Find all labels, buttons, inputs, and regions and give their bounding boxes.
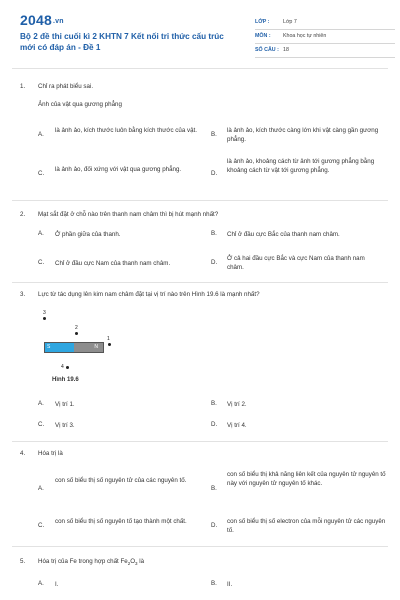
figure-point-label: 4	[61, 364, 64, 370]
page-title: Bộ 2 đề thi cuối kì 2 KHTN 7 Kết nối tri thức cấu trúc mới có đáp án - Đề 1	[20, 32, 224, 52]
option-label-b: B.	[211, 131, 217, 138]
figure-point-4	[66, 366, 69, 369]
option-d[interactable]: con số biểu thị số electron của mỗi nguyên tử các nguyên tố.	[227, 518, 386, 534]
figure-point-label: 3	[43, 310, 46, 316]
magnet-north-pole: N	[74, 343, 103, 352]
option-label-d: D.	[211, 522, 218, 529]
option-label-c: C.	[38, 170, 45, 177]
option-label-c: C.	[38, 259, 45, 266]
question-divider	[12, 546, 388, 547]
option-b[interactable]: là ảnh ảo, kích thước càng lớn khi vật càng gần gương phẳng.	[227, 127, 379, 143]
meta-row-subject	[255, 30, 395, 44]
question-text: Lực từ tác dụng lên kim nam châm đặt tại vị trí nào trên Hình 19.6 là mạnh nhất?	[38, 291, 260, 298]
figure-point-1	[108, 343, 111, 346]
figure-point-2	[75, 332, 78, 335]
site-logo[interactable]	[20, 12, 64, 28]
option-b[interactable]: con số biểu thị khả năng liên kết của nguyên tử nguyên tố này với nguyên tử nguyên tố khác.	[227, 471, 386, 487]
meta-key: MÔN :	[255, 33, 271, 39]
question-subtext: Ảnh của vật qua gương phẳng	[38, 101, 122, 108]
meta-row-class	[255, 16, 395, 30]
meta-value: 18	[283, 47, 289, 53]
meta-value: Khoa học tự nhiên	[283, 33, 327, 39]
option-label-c: C.	[38, 421, 45, 428]
question-number: 1.	[20, 83, 26, 90]
bar-magnet	[44, 342, 104, 353]
option-label-c: C.	[38, 522, 45, 529]
option-d[interactable]: là ảnh ảo, khoảng cách từ ảnh tới gương phẳng bằng khoảng cách từ vật tới gương phẳng.	[227, 158, 375, 174]
option-label-a: A.	[38, 131, 44, 138]
meta-row-count	[255, 44, 395, 58]
question-divider	[12, 441, 388, 442]
header-divider	[12, 68, 388, 69]
option-b[interactable]: Chỉ ở đầu cực Bắc của thanh nam châm.	[227, 231, 340, 238]
option-label-a: A.	[38, 580, 44, 587]
option-c[interactable]: Chỉ ở đầu cực Nam của thanh nam châm.	[55, 260, 171, 267]
option-b[interactable]: Vị trí 2.	[227, 401, 247, 408]
option-label-d: D.	[211, 421, 218, 428]
question-text: Mạt sắt đặt ở chỗ nào trên thanh nam châm thì bị hút mạnh nhất?	[38, 211, 219, 218]
option-label-d: D.	[211, 170, 218, 177]
question-text-part: Hóa trị của Fe trong hợp chất Fe	[38, 558, 128, 565]
option-a[interactable]: con số biểu thị số nguyên tử của các nguyên tố.	[55, 477, 187, 484]
question-text: Chỉ ra phát biểu sai.	[38, 83, 94, 90]
option-c[interactable]: con số biểu thị số nguyên tố tạo thành một chất.	[55, 518, 187, 525]
question-text-part: O	[130, 558, 136, 565]
question-number: 4.	[20, 450, 26, 457]
logo-text: 2048	[20, 12, 52, 28]
option-a[interactable]: Ở phần giữa của thanh.	[55, 231, 121, 238]
option-a[interactable]: I.	[55, 581, 59, 588]
option-c[interactable]: là ảnh ảo, đối xứng với vật qua gương phẳng.	[55, 166, 182, 173]
figure-caption: Hình 19.6	[52, 377, 79, 383]
question-number: 3.	[20, 291, 26, 298]
meta-key: SỐ CÂU :	[255, 47, 279, 53]
question-number: 2.	[20, 211, 26, 218]
option-label-b: B.	[211, 580, 217, 587]
meta-key: LỚP :	[255, 19, 270, 25]
option-label-b: B.	[211, 400, 217, 407]
subscript: 3	[135, 561, 138, 567]
option-c[interactable]: Vị trí 3.	[55, 422, 75, 429]
option-label-d: D.	[211, 259, 218, 266]
question-divider	[12, 282, 388, 283]
logo-suffix: .vn	[52, 18, 64, 25]
option-label-b: B.	[211, 485, 217, 492]
option-label-a: A.	[38, 230, 44, 237]
figure-point-label: 1	[107, 336, 110, 342]
question-number: 5.	[20, 558, 26, 565]
magnet-south-pole: S	[45, 343, 74, 352]
option-label-b: B.	[211, 230, 217, 237]
question-text	[38, 557, 378, 568]
option-b[interactable]: II.	[227, 581, 233, 588]
figure-point-3	[43, 317, 46, 320]
subscript: 2	[127, 561, 131, 567]
option-label-a: A.	[38, 400, 44, 407]
option-label-a: A.	[38, 485, 44, 492]
question-text: Hóa trị là	[38, 450, 63, 457]
question-divider	[12, 200, 388, 201]
meta-value: Lớp 7	[283, 19, 297, 25]
question-text-part: là	[137, 558, 145, 565]
option-d[interactable]: Ở cả hai đầu cực Bắc và cực Nam của thanh nam châm.	[227, 255, 365, 271]
option-a[interactable]: Vị trí 1.	[55, 401, 75, 408]
figure-point-label: 2	[75, 325, 78, 331]
option-d[interactable]: Vị trí 4.	[227, 422, 247, 429]
option-a[interactable]: là ảnh ảo, kích thước luôn bằng kích thước của vật.	[55, 127, 197, 134]
